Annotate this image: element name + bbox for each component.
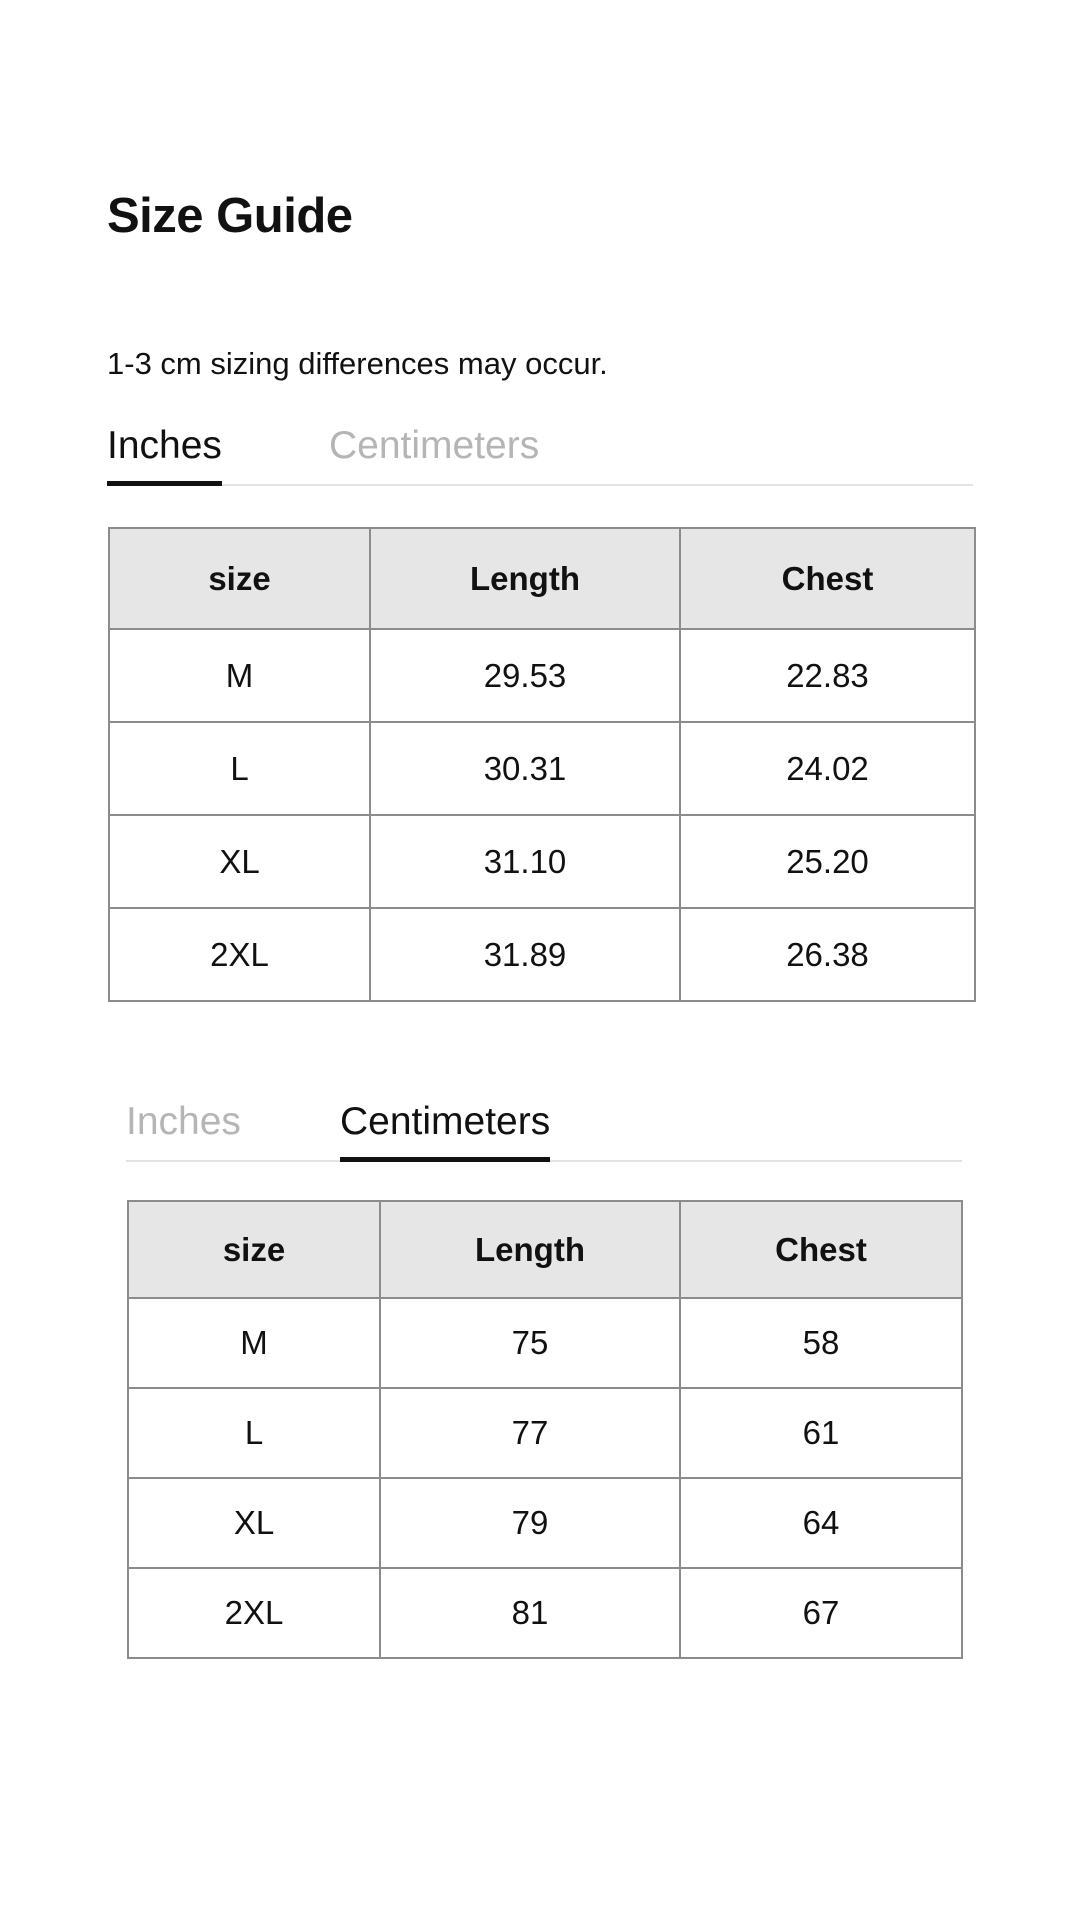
column-header-length: Length bbox=[370, 528, 680, 629]
table-row bbox=[109, 815, 975, 908]
size-cell: 2XL bbox=[109, 908, 370, 1001]
table-row bbox=[128, 1478, 962, 1568]
tab-inches[interactable]: Inches bbox=[107, 418, 222, 484]
table-row bbox=[109, 629, 975, 722]
table-row bbox=[128, 1298, 962, 1388]
size-cell: M bbox=[128, 1298, 380, 1388]
length-cell: 79 bbox=[380, 1478, 680, 1568]
table-header-row bbox=[128, 1201, 962, 1298]
table-row bbox=[109, 722, 975, 815]
unit-tabs-inches-section bbox=[107, 418, 973, 486]
size-cell: L bbox=[128, 1388, 380, 1478]
chest-cell: 64 bbox=[680, 1478, 962, 1568]
table-header-row bbox=[109, 528, 975, 629]
length-cell: 75 bbox=[380, 1298, 680, 1388]
chest-cell: 22.83 bbox=[680, 629, 975, 722]
length-cell: 30.31 bbox=[370, 722, 680, 815]
size-cell: XL bbox=[109, 815, 370, 908]
chest-cell: 67 bbox=[680, 1568, 962, 1658]
unit-tabs-centimeters-section bbox=[126, 1094, 962, 1162]
chest-cell: 25.20 bbox=[680, 815, 975, 908]
size-cell: L bbox=[109, 722, 370, 815]
size-cell: XL bbox=[128, 1478, 380, 1568]
tab-inches[interactable]: Inches bbox=[126, 1100, 241, 1143]
column-header-length: Length bbox=[380, 1201, 680, 1298]
column-header-chest: Chest bbox=[680, 528, 975, 629]
page-title: Size Guide bbox=[107, 189, 353, 243]
chest-cell: 58 bbox=[680, 1298, 962, 1388]
column-header-chest: Chest bbox=[680, 1201, 962, 1298]
size-table-inches bbox=[108, 527, 976, 1002]
length-cell: 29.53 bbox=[370, 629, 680, 722]
size-cell: 2XL bbox=[128, 1568, 380, 1658]
size-cell: M bbox=[109, 629, 370, 722]
table-row bbox=[128, 1388, 962, 1478]
chest-cell: 24.02 bbox=[680, 722, 975, 815]
size-table-centimeters bbox=[127, 1200, 963, 1659]
length-cell: 31.10 bbox=[370, 815, 680, 908]
chest-cell: 61 bbox=[680, 1388, 962, 1478]
table-row bbox=[109, 908, 975, 1001]
table-row bbox=[128, 1568, 962, 1658]
tab-centimeters[interactable]: Centimeters bbox=[329, 424, 540, 467]
column-header-size: size bbox=[128, 1201, 380, 1298]
column-header-size: size bbox=[109, 528, 370, 629]
tab-centimeters[interactable]: Centimeters bbox=[340, 1094, 550, 1160]
length-cell: 81 bbox=[380, 1568, 680, 1658]
length-cell: 31.89 bbox=[370, 908, 680, 1001]
sizing-note: 1-3 cm sizing differences may occur. bbox=[107, 346, 608, 381]
chest-cell: 26.38 bbox=[680, 908, 975, 1001]
length-cell: 77 bbox=[380, 1388, 680, 1478]
